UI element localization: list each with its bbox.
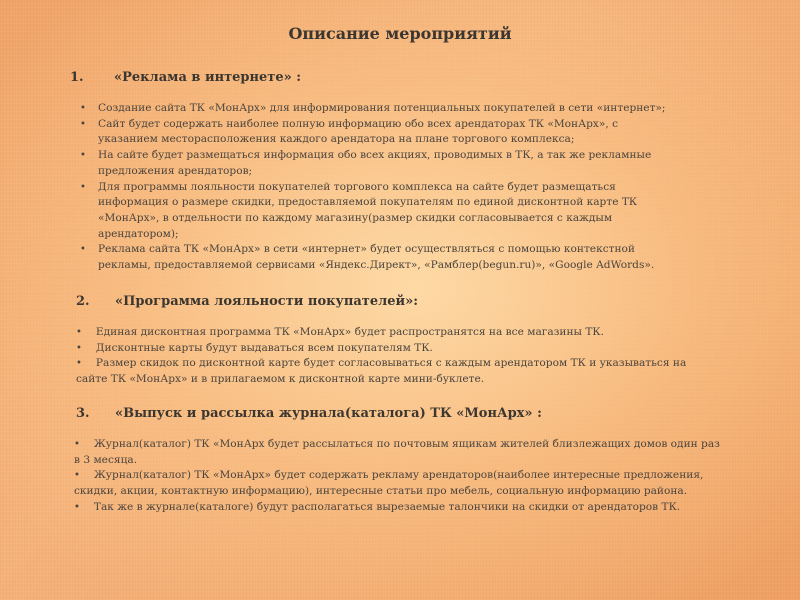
bullet-icon: •	[80, 150, 86, 162]
bullet-icon: •	[74, 470, 80, 482]
bullet-icon: •	[74, 501, 80, 513]
bullet-icon: •	[80, 103, 86, 114]
bullet-icon: •	[76, 342, 82, 354]
list-item: • На сайте будет размещаться информация обо всех акциях, проводимых в ТК, а так же рекламные предложения арендаторов;	[80, 149, 652, 177]
page-title: Описание мероприятий	[288, 24, 512, 43]
list-item: • Размер скидок по дисконтной карте будет согласовываться с каждым арендатором ТК и указываться на сайте ТК «МонАрх» и в прилагаемом к дисконтной карте мини-буклете.	[76, 357, 687, 386]
list-item: • Реклама сайта ТК «МонАрх» в сети «интернет» будет осуществляться с помощью контекстной рекламы, предоставляемой сервисами «Яндекс.Директ», «Рамблер(begun.ru)», «Google AdWords».	[80, 243, 655, 272]
section-1-number: 1.	[70, 70, 84, 85]
bullet-icon: •	[80, 244, 86, 256]
list-item: • Журнал(каталог) ТК «МонАрх будет рассылаться по почтовым ящикам жителей близлежащих домов один раз в 3 месяца.	[74, 438, 720, 466]
bullet-icon: •	[76, 358, 82, 370]
section-3-number: 3.	[76, 406, 90, 421]
section-2-title: «Программа лояльности покупателей»:	[115, 294, 419, 309]
bullet-icon: •	[80, 181, 86, 193]
list-item: • Журнал(каталог) ТК «МонАрх» будет содержать рекламу арендаторов(наиболее интересные предложения, скидки, акции, контактную информацию), интересные статьи про мебель, социальную информацию района.	[74, 469, 704, 498]
section-2-number: 2.	[76, 294, 90, 309]
list-item: • Для программы лояльности покупателей торгового комплекса на сайте будет размещаться информация о размере скидки, предоставляемой покупателям по единой дисконтной карте ТК «МонАрх», в отдельности по каждому магазину(размер скидки согласовывается с каждым арендатором);	[80, 180, 638, 240]
section-3-list	[74, 437, 724, 516]
section-3-title: «Выпуск и рассылка журнала(каталога) ТК «МонАрх» :	[115, 406, 542, 421]
list-item: • Создание сайта ТК «МонАрх» для информирования потенциальных покупателей в сети «интернет»;	[80, 101, 680, 117]
list-item: • Так же в журнале(каталоге) будут располагаться вырезаемые талончики на скидки от арендаторов ТК.	[74, 500, 681, 513]
bullet-icon: •	[80, 118, 86, 130]
bullet-icon: •	[74, 439, 80, 450]
section-1-title: «Реклама в интернете» :	[114, 70, 302, 85]
list-item: • Единая дисконтная программа ТК «МонАрх» будет распространятся на все магазины ТК.	[76, 326, 604, 338]
section-2-list	[76, 325, 716, 388]
section-1-list	[80, 101, 680, 274]
bullet-icon: •	[76, 327, 82, 338]
list-item: • Дисконтные карты будут выдаваться всем покупателям ТК.	[76, 341, 433, 354]
list-item: • Сайт будет содержать наиболее полную информацию обо всех арендаторах ТК «МонАрх», с указанием месторасположения каждого арендатора на плане торгового комплекса;	[80, 117, 619, 146]
